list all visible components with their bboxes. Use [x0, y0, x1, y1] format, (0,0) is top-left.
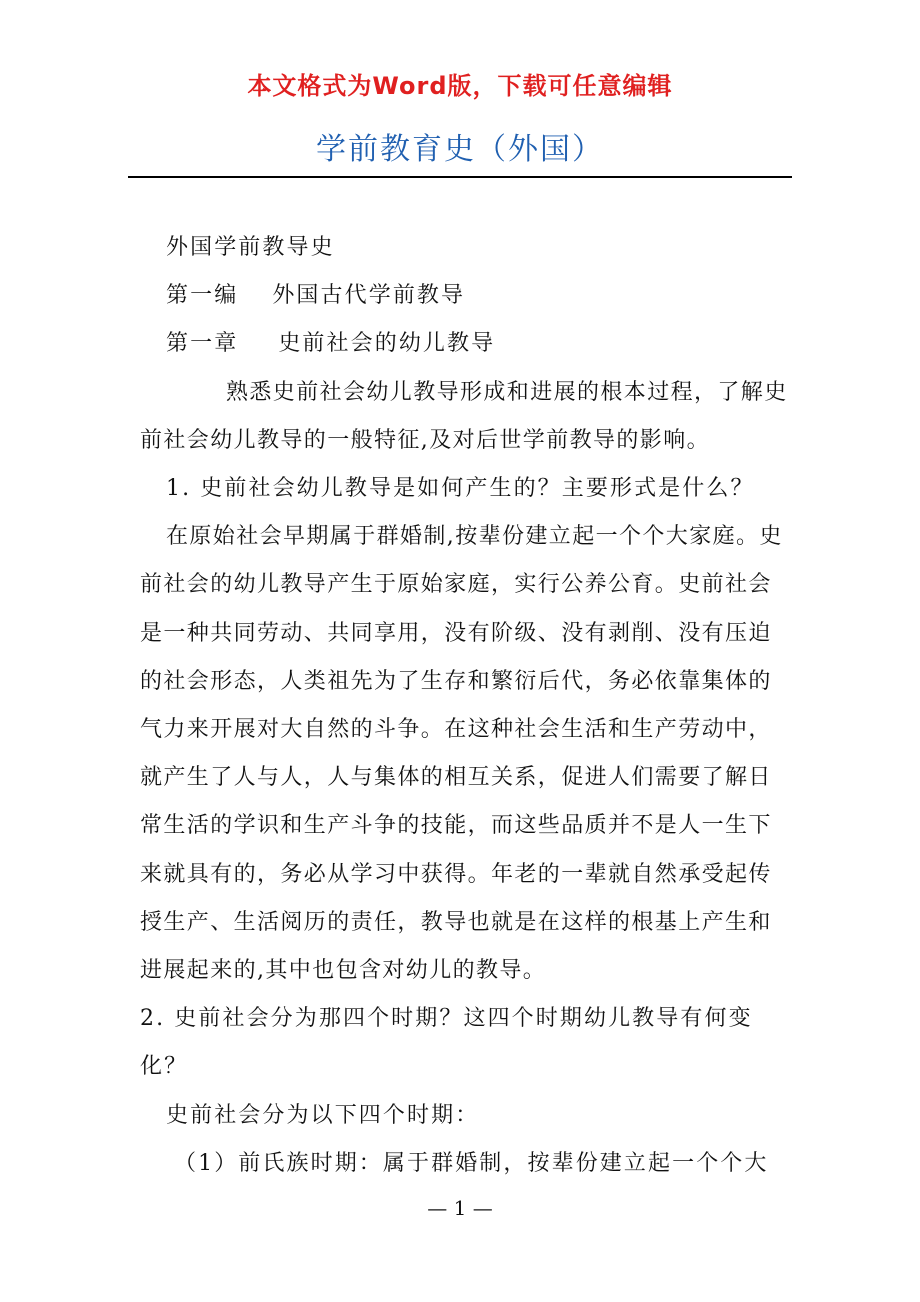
answer-2-intro: 史前社会分为以下四个时期：: [166, 1102, 480, 1128]
download-banner: 本文格式为Word版，下载可任意编辑: [247, 72, 673, 100]
chapter-number: 第一章: [166, 331, 239, 357]
page-number: — 1 —: [427, 1196, 493, 1220]
document-title: 学前教育史（外国）: [316, 132, 604, 167]
title-underline: [128, 176, 792, 178]
chapter-heading: [140, 320, 790, 368]
answer-2-item-1: （1）前氏族时期：属于群婚制，按辈份建立起一个个大: [174, 1150, 769, 1176]
part-heading: [140, 272, 790, 320]
answer-1: 在原始社会早期属于群婚制,按辈份建立起一个个大家庭。史前社会的幼儿教导产生于原始家庭，实行公养公育。史前社会是一种共同劳动、共同享用，没有阶级、没有剥削、没有压迫的社会形态，人类祖先为了生存和繁衍后代，务必依靠集体的气力来开展对大自然的斗争。在这种社会生活和生产劳动中，就产生了人与人，人与集体的相互关系，促进人们需要了解日常生活的学识和生产斗争的技能，而这些品质并不是人一生下来就具有的，务必从学习中获得。年老的一辈就自然承受起传授生产、生活阅历的责任，教导也就是在这样的根基上产生和进展起来的,其中也包含对幼儿的教导。: [140, 524, 783, 984]
part-number: 第一编: [166, 283, 239, 309]
section-heading: [140, 224, 790, 272]
question-1: 1. 史前社会幼儿教导是如何产生的？主要形式是什么？: [166, 476, 755, 502]
question-2: 2. 史前社会分为那四个时期？这四个时期幼儿教导有何变化？: [140, 1006, 753, 1080]
part-title: 外国古代学前教导: [272, 283, 466, 309]
section-heading-text: 外国学前教导史: [166, 235, 335, 260]
chapter-title: 史前社会的幼儿教导: [278, 331, 496, 357]
intro-paragraph: 熟悉史前社会幼儿教导形成和进展的根本过程，了解史前社会幼儿教导的一般特征,及对后世学前教导的影响。: [140, 379, 788, 453]
document-body: [140, 224, 790, 1188]
